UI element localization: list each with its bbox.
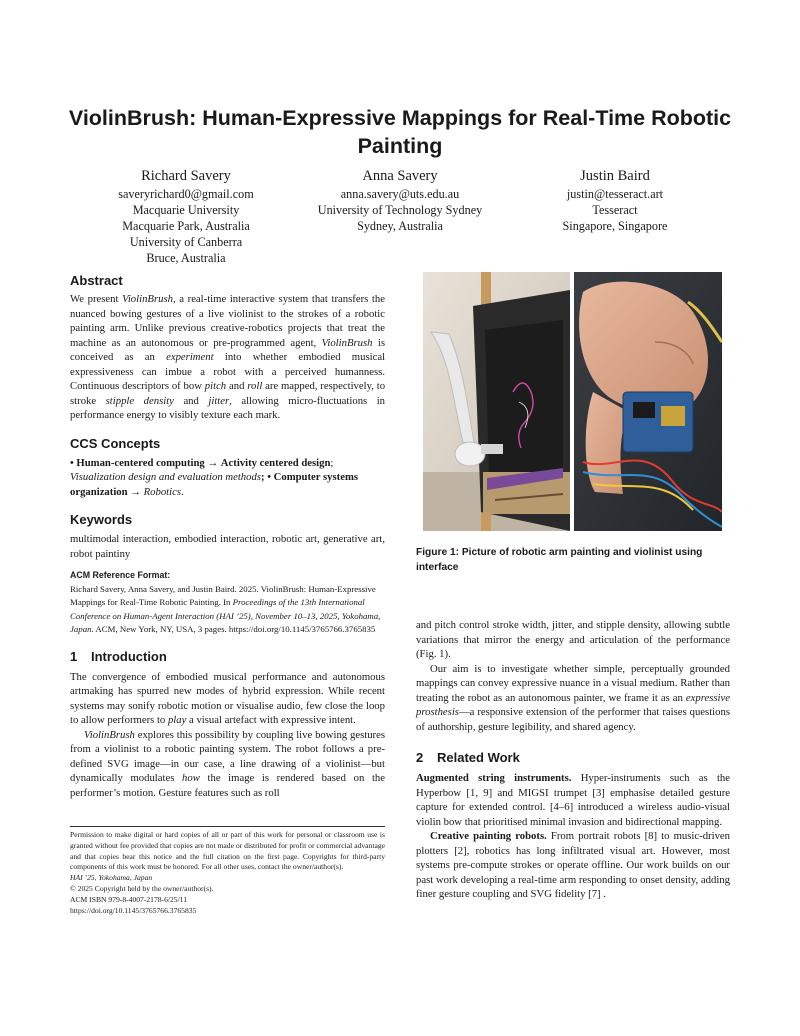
intro-heading: 1 Introduction (70, 648, 167, 664)
acm-reference: ACM Reference Format: Richard Savery, Anna Savery, and Justin Baird. 2025. ViolinBrush: Human-Expressive Mappings for Real-Time Robotic Painting. In Proceedings of the 13th International Conference on Human-Agent Interaction (HAI ’25), November 10–13, 2025, Yokohama, Japan. ACM, New York, NY, USA, 3 pages. https://doi.org/10.1145/3765766.3765835 (70, 569, 385, 637)
author-location: Bruce, Australia (146, 251, 226, 265)
footnote-venue: HAI ’25, Yokohama, Japan (70, 873, 153, 883)
figure-illustration (423, 272, 722, 531)
permission-notice: Permission to make digital or hard copies of all or part of this work for personal or classroom use is granted without fee provided that copies are not made or distributed for profit or commercial advantage and that copies bear this notice and the full citation on the first page. Copyrights for third-party components of this work must be honored. For all other uses, contact the owner/author(s). (70, 830, 385, 872)
paper-title: ViolinBrush: Human-Expressive Mappings for Real-Time Robotic Painting (68, 106, 732, 158)
author-email: saveryrichard0@gmail.com (118, 187, 254, 201)
author-name: Richard Savery (141, 168, 231, 184)
footnote-doi[interactable]: https://doi.org/10.1145/3765766.3765835 (70, 905, 197, 915)
reference-label: ACM Reference Format: (70, 570, 171, 580)
right-column-text (416, 618, 730, 902)
author-name: Justin Baird (580, 168, 650, 184)
author-block-1 (86, 167, 286, 266)
author-location: Sydney, Australia (357, 219, 443, 233)
keywords-heading: Keywords (70, 512, 133, 527)
author-email: justin@tesseract.art (566, 187, 664, 201)
author-block-2 (300, 167, 500, 234)
abstract-text: We present ViolinBrush, a real-time interactive system that transfers the nuanced bowing gestures of a live violinist to the strokes of a robotic painting arm. Unlike previous creative-robotics projects that treat the machine as an autonomous or pre-programmed agent, ViolinBrush is conceived as an experiment into whether embodied musical expressiveness can imbue a robot with a perceived humanness. Continuous descriptors of bow pitch and roll are mapped, respectively, to stroke stipple density and jitter, allowing micro-fluctuations in performance energy to visibly texture each mark. (70, 293, 386, 421)
intro-text: The convergence of embodied musical performance and autonomous artmaking has spurred new modes of hybrid expression. While recent systems may sonify robotic motion or visualise audio, few close the loop to allow performers to play a visual artefact with expressive intent. ViolinBrush explores this possibility by coupling live bowing gestures from a violinist to a robotic painting system. The robot follows a pre-defined SVG image—in our case, a line drawing of a violinist—but dynamically modulates how the image is rendered based on the performer’s motion. Gesture features such as roll (70, 670, 386, 799)
author-email: anna.savery@uts.edu.au (340, 187, 460, 201)
author-affiliation: University of Technology Sydney (317, 203, 483, 217)
abstract-heading: Abstract (70, 273, 123, 288)
related-work-text: Augmented string instruments. Hyper-instruments such as the Hyperbow [1, 9] and MIGSI trumpet [3] emphasise detailed gesture capture for extended control. [4–6] introduced a wireless audio-visual violin bow that prioritised minimal invasion and bidirectional mapping. Creative painting robots. From portrait robots [8] to music-driven plotters [2], robotics has long infiltrated visual art. However, most systems pre-compute strokes or operate offline. Our work builds on our past work developing a real-time arm responding to onset density, adding finer gesture coupling and SVG fidelity [7] . (416, 772, 730, 900)
author-name: Anna Savery (362, 168, 438, 184)
author-location: Macquarie Park, Australia (122, 219, 250, 233)
author-location: Singapore, Singapore (562, 219, 668, 233)
robot-painting-photo (423, 272, 722, 531)
related-work-heading: 2 Related Work (416, 750, 520, 765)
figure-caption: Figure 1: Picture of robotic arm painting and violinist using interface (416, 547, 703, 573)
ccs-text: • Human-centered computing → Activity centered design; Visualization design and evaluation methods; • Computer systems organization → Robotics. (70, 456, 359, 498)
author-affiliation: University of Canberra (129, 235, 243, 249)
author-affiliation: Tesseract (592, 203, 638, 217)
author-block-3 (515, 167, 715, 234)
ccs-heading: CCS Concepts (70, 435, 161, 451)
paragraph: Our aim is to investigate whether simple, perceptually grounded mappings can convey expressive nuance in a visual medium. Rather than treating the robot as an autonomous painter, we frame it as an expressive prosthesis—a responsive extension of the performer that raises questions of authorship, gesture legibility, and shared agency. (416, 662, 730, 733)
author-affiliation: Macquarie University (132, 203, 240, 217)
keywords-text: multimodal interaction, embodied interaction, robotic art, generative art, robot paintiny (70, 533, 385, 560)
footnote-isbn: ACM ISBN 979-8-4007-2178-6/25/11 (70, 894, 187, 904)
left-column (70, 272, 385, 800)
paragraph: and pitch control stroke width, jitter, and stipple density, allowing subtle variations that mirror the energy and articulation of the performance (Fig. 1). (416, 619, 730, 660)
footnote-copyright: © 2025 Copyright held by the owner/author(s). (70, 883, 214, 893)
footnote (70, 826, 385, 916)
